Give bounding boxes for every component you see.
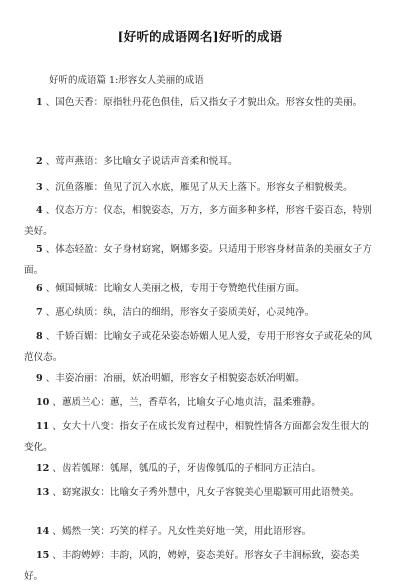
item-number: 2 [36,156,43,167]
item-text: 、惠心纨质：纨，洁白的细绢，形容女子姿质美好，心灵纯净。 [45,307,315,318]
item-number: 3 [36,182,43,193]
list-item [24,151,374,172]
list-item [24,482,374,503]
item-text: 、千娇百媚：比喻女子或花朵姿态娇媚人见人爱，专用于形容女子或花朵的风范仪态。 [24,331,372,363]
item-text: 、仪态万方：仪态，相貌姿态，万方，多方面多种多样，形容千姿百态，特别美好。 [24,205,372,237]
item-number: 11 [36,421,50,432]
item-text: 、嫣然一笑：巧笑的样子。凡女性美好地一笑，用此语形容。 [52,526,312,537]
item-number: 5 [36,244,43,255]
item-number: 10 [36,397,50,408]
list-item [24,239,374,281]
item-text: 、窈窕淑女：比喻女子秀外慧中，凡女子容貌美心里聪颖可用此语赞美。 [52,487,360,498]
item-text: 、莺声燕语：多比喻女子说话声音柔和悦耳。 [45,156,238,167]
item-number: 13 [36,487,50,498]
section-heading: 好听的成语篇 1:形容女人美丽的成语 [49,75,204,86]
item-number: 15 [36,550,50,561]
item-text: 、国色天香：原指牡丹花色俱佳，后又指女子才貌出众。形容女性的美丽。 [45,97,363,108]
list-item [24,458,374,479]
list-item [24,326,374,368]
item-text: 、倾国倾城：比喻女人美丽之极，专用于夸赞绝代佳丽方面。 [45,283,305,294]
list-item [24,521,374,542]
list-item [24,392,374,413]
list-item [24,92,374,113]
item-number: 1 [36,97,43,108]
item-number: 7 [36,307,43,318]
list-item [24,302,374,323]
item-text: 、齿若瓠犀：瓠犀，瓠瓜的子，牙齿像瓠瓜的子相同方正洁白。 [52,463,321,474]
item-number: 12 [36,463,50,474]
item-text: 、体态轻盈：女子身材窈窕，婀娜多姿。只适用于形容身材苗条的美丽女子方面。 [24,244,372,276]
list-item [24,545,374,587]
list-item [24,177,374,198]
list-item [24,416,374,458]
item-text: 、女大十八变：指女子在成长发育过程中，相貌性情各方面都会发生很大的变化。 [24,421,369,453]
item-text: 、丰姿冶丽：冶丽，妖冶明媚，形容女子相貌姿态妖冶明媚。 [45,373,305,384]
item-number: 6 [36,283,43,294]
item-number: 14 [36,526,50,537]
item-number: 4 [36,205,43,216]
list-item [24,278,374,299]
list-item [24,200,374,242]
list-item [24,368,374,389]
item-number: 9 [36,373,43,384]
item-text: 、丰韵娉婷：丰韵，风韵，娉婷，姿态美好。形容女子丰润标致，姿态美好。 [24,550,360,582]
document-title: [好听的成语网名]好听的成语 [117,29,283,44]
item-number: 8 [36,331,43,342]
item-text: 、沉鱼落雁：鱼见了沉入水底，雁见了从天上落下。形容女子相貌极美。 [45,182,353,193]
item-text: 、蕙质兰心：蕙，兰，香草名，比喻女子心地贞洁，温柔雅静。 [52,397,321,408]
